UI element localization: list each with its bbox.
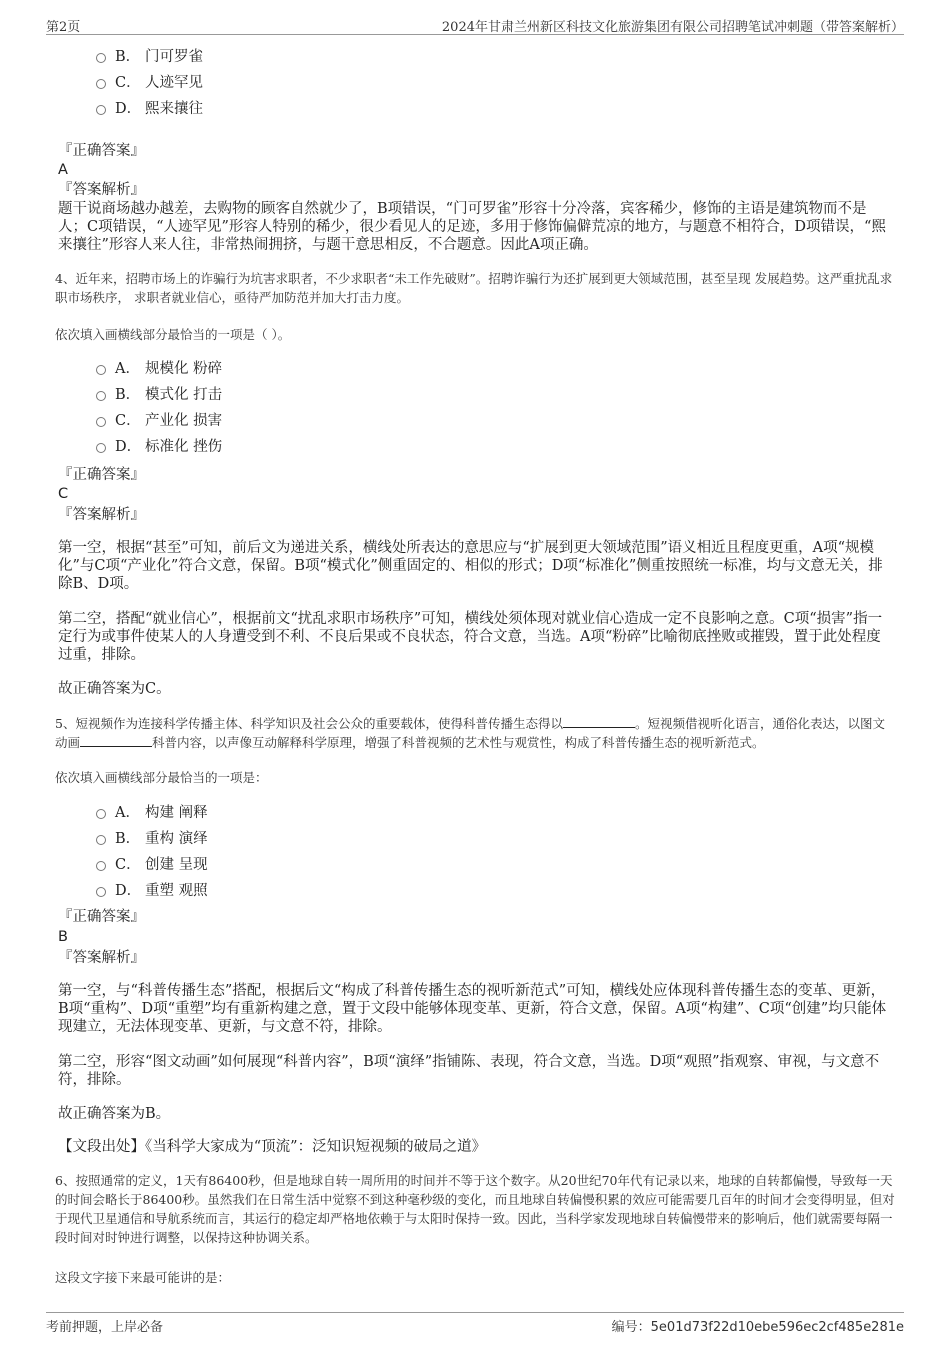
q5-source: 【文段出处】《当科学大家成为“顶流”：泛知识短视频的破局之道》 bbox=[58, 1139, 487, 1155]
radio-icon[interactable] bbox=[96, 861, 106, 871]
radio-icon[interactable] bbox=[96, 417, 106, 427]
q3-analysis: 题干说商场越办越差，去购物的顾客自然就少了，B项错误，“门可罗雀”形容十分冷落，宾客稀少，修饰的主语是建筑物而不是人；C项错误，“人迹罕见”形容人特别的稀少，很少看见人的足迹，多用于修饰偏僻荒凉的地方，与题意不相符合，D项错误，“熙来攘往”形容人来人往，非常热闹拥挤，与题干意思相反，不合题意。因此A项正确。 bbox=[58, 201, 886, 253]
radio-icon[interactable] bbox=[96, 887, 106, 897]
blank-line bbox=[563, 715, 635, 728]
radio-icon[interactable] bbox=[96, 443, 106, 453]
q3-options bbox=[96, 44, 203, 122]
q5-answer-label: 『正确答案』 bbox=[58, 909, 145, 925]
q4-analysis-label: 『答案解析』 bbox=[58, 507, 145, 523]
q6-prompt: 这段文字接下来最可能讲的是： bbox=[55, 1270, 231, 1285]
radio-icon[interactable] bbox=[96, 53, 106, 63]
q4-analysis-p2: 第二空，搭配“就业信心”，根据前文“扰乱求职市场秩序”可知，横线处须体现对就业信心造成一定不良影响之意。C项“损害”指一定行为或事件使某人的人身遭受到不利、不良后果或不良状态，符合文意，当选。A项“粉碎”比喻彻底挫败或摧毁，置于此处程度过重，排除。 bbox=[58, 611, 883, 663]
page-footer bbox=[46, 1312, 904, 1335]
q4-option-d[interactable]: D． 标准化 挫伤 bbox=[96, 434, 222, 460]
blank-line bbox=[80, 734, 152, 747]
radio-icon[interactable] bbox=[96, 835, 106, 845]
q4-option-b[interactable]: B． 模式化 打击 bbox=[96, 382, 222, 408]
page-header bbox=[46, 14, 904, 35]
page-number: 第2页 bbox=[46, 20, 81, 35]
q5-prompt: 依次填入画横线部分最恰当的一项是： bbox=[55, 770, 268, 785]
q4-answer-label: 『正确答案』 bbox=[58, 467, 145, 483]
q4-option-c[interactable]: C． 产业化 损害 bbox=[96, 408, 222, 434]
q5-option-a[interactable]: A． 构建 阐释 bbox=[96, 800, 208, 826]
q3-answer-label: 『正确答案』 bbox=[58, 143, 145, 159]
q5-option-c[interactable]: C． 创建 呈现 bbox=[96, 852, 208, 878]
q5-analysis-p1: 第一空，与“科普传播生态”搭配，根据后文“构成了科普传播生态的视听新范式”可知，横线处应体现科普传播生态的变革、更新，B项“重构”、D项“重塑”均有重新构建之意，置于文段中能够体现变革、更新，符合文意，保留。A项“构建”、C项“创建”均只能体现建立，无法体现变革、更新，与文意不符，排除。 bbox=[58, 983, 887, 1035]
q3-analysis-label: 『答案解析』 bbox=[58, 182, 145, 198]
radio-icon[interactable] bbox=[96, 391, 106, 401]
q4-option-a[interactable]: A． 规模化 粉碎 bbox=[96, 356, 222, 382]
q4-options bbox=[96, 356, 222, 460]
q3-answer: A bbox=[58, 162, 68, 178]
q4-prompt: 依次填入画横线部分最恰当的一项是（ ）。 bbox=[55, 327, 291, 342]
q4-answer: C bbox=[58, 486, 69, 502]
document-title: 2024年甘肃兰州新区科技文化旅游集团有限公司招聘笔试冲刺题（带答案解析） bbox=[441, 20, 904, 35]
q3-option-d[interactable]: D． 熙来攘往 bbox=[96, 96, 203, 122]
q6-stem: 6、按照通常的定义，1天有86400秒，但是地球自转一周所用的时间并不等于这个数字。从20世纪70年代有记录以来，地球的自转都偏慢，导致每一天的时间会略长于86400秒。虽然我们在日常生活中觉察不到这种毫秒级的变化，而且地球自转偏慢积累的效应可能需要几百年的时间才会变得明显，但对于现代卫星通信和导航系统而言，其运行的稳定却严格地依赖于与太阳时保持一致。因此，当科学家发现地球自转偏慢带来的影响后，他们就需要每隔一段时间对时钟进行调整，以保持这种协调关系。 bbox=[55, 1173, 895, 1245]
q5-option-d[interactable]: D． 重塑 观照 bbox=[96, 878, 208, 904]
radio-icon[interactable] bbox=[96, 79, 106, 89]
q4-analysis-p1: 第一空，根据“甚至”可知，前后文为递进关系，横线处所表达的意思应与“扩展到更大领域范围”语义相近且程度更重，A项“规模化”与C项“产业化”符合文意，保留。B项“模式化”侧重固定的、相似的形式；D项“标准化”侧重按照统一标准，均与文意无关，排除B、D项。 bbox=[58, 540, 883, 592]
q4-analysis-p3: 故正确答案为C。 bbox=[58, 681, 171, 697]
radio-icon[interactable] bbox=[96, 809, 106, 819]
radio-icon[interactable] bbox=[96, 105, 106, 115]
q5-analysis-p3: 故正确答案为B。 bbox=[58, 1106, 171, 1122]
q3-option-c[interactable]: C． 人迹罕见 bbox=[96, 70, 203, 96]
q4-stem: 4、近年来，招聘市场上的诈骗行为坑害求职者，不少求职者“未工作先破财”。招聘诈骗行为还扩展到更大领域范围，甚至呈现 发展趋势。这严重扰乱求职市场秩序， 求职者就业信心，亟待严加防范并加大打击力度。 bbox=[55, 271, 893, 305]
q5-stem: 5、短视频作为连接科学传播主体、科学知识及社会公众的重要载体，使得科普传播生态得以 。短视频借视听化语言，通俗化表达，以图文动画 科普内容，以声像互动解释科学原理，增强了科普视频的艺术性与观赏性，构成了科普传播生态的视听新范式。 bbox=[55, 716, 885, 750]
q5-analysis-label: 『答案解析』 bbox=[58, 950, 145, 966]
q5-option-b[interactable]: B． 重构 演绎 bbox=[96, 826, 208, 852]
document-id: 编号：5e01d73f22d10ebe596ec2cf485e281e bbox=[611, 1320, 904, 1335]
q5-answer: B bbox=[58, 929, 68, 945]
radio-icon[interactable] bbox=[96, 365, 106, 375]
footer-slogan: 考前押题，上岸必备 bbox=[46, 1320, 164, 1335]
q5-analysis-p2: 第二空，形容“图文动画”如何展现“科普内容”，B项“演绎”指铺陈、表现，符合文意，当选。D项“观照”指观察、审视，与文意不符，排除。 bbox=[58, 1054, 880, 1088]
q5-options bbox=[96, 800, 208, 904]
q3-option-b[interactable]: B． 门可罗雀 bbox=[96, 44, 203, 70]
